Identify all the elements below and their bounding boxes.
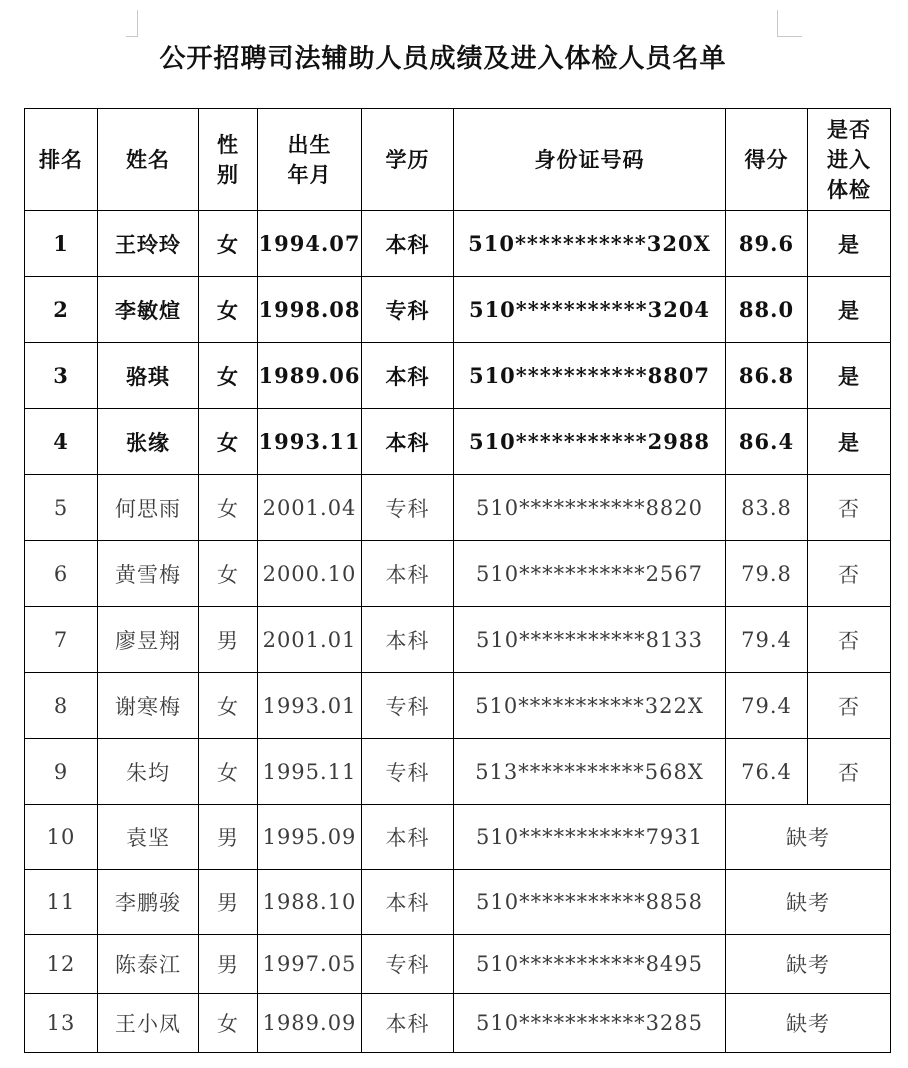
cell-id: 510***********8133 bbox=[454, 607, 726, 673]
cell-birth: 2001.04 bbox=[258, 475, 362, 541]
cell-rank: 8 bbox=[25, 673, 98, 739]
table-row bbox=[25, 409, 891, 475]
cell-education: 本科 bbox=[362, 211, 454, 277]
cell-birth: 2000.10 bbox=[258, 541, 362, 607]
cell-education: 本科 bbox=[362, 541, 454, 607]
cell-education: 专科 bbox=[362, 739, 454, 805]
cell-gender: 女 bbox=[199, 541, 258, 607]
cell-exam: 否 bbox=[808, 739, 891, 805]
cell-education: 本科 bbox=[362, 343, 454, 409]
cell-name: 朱均 bbox=[98, 739, 199, 805]
cell-score: 79.4 bbox=[726, 673, 808, 739]
table-row bbox=[25, 607, 891, 673]
cell-exam: 否 bbox=[808, 475, 891, 541]
table-row bbox=[25, 935, 891, 994]
cell-exam: 是 bbox=[808, 409, 891, 475]
cell-name: 袁坚 bbox=[98, 805, 199, 870]
cell-gender: 男 bbox=[199, 870, 258, 935]
cell-gender: 女 bbox=[199, 994, 258, 1053]
header-exam-line-3: 体检 bbox=[827, 176, 871, 202]
cell-rank: 9 bbox=[25, 739, 98, 805]
table-row bbox=[25, 211, 891, 277]
cell-birth: 1997.05 bbox=[258, 935, 362, 994]
table-row bbox=[25, 343, 891, 409]
cell-education: 本科 bbox=[362, 805, 454, 870]
cell-rank: 10 bbox=[25, 805, 98, 870]
table-row bbox=[25, 541, 891, 607]
header-gender-line-1: 性 bbox=[217, 131, 239, 157]
cell-id: 510***********320X bbox=[454, 211, 726, 277]
cell-exam: 是 bbox=[808, 277, 891, 343]
cell-id: 510***********7931 bbox=[454, 805, 726, 870]
cell-birth: 1993.01 bbox=[258, 673, 362, 739]
cell-education: 专科 bbox=[362, 673, 454, 739]
cell-id: 510***********322X bbox=[454, 673, 726, 739]
cell-name: 张缘 bbox=[98, 409, 199, 475]
cell-rank: 7 bbox=[25, 607, 98, 673]
cell-rank: 6 bbox=[25, 541, 98, 607]
cell-birth: 1989.06 bbox=[258, 343, 362, 409]
cell-gender: 女 bbox=[199, 739, 258, 805]
cell-id: 513***********568X bbox=[454, 739, 726, 805]
page-title: 公开招聘司法辅助人员成绩及进入体检人员名单 bbox=[159, 44, 727, 74]
table-row bbox=[25, 277, 891, 343]
table-row bbox=[25, 870, 891, 935]
cell-rank: 3 bbox=[25, 343, 98, 409]
cell-education: 本科 bbox=[362, 607, 454, 673]
cell-education: 专科 bbox=[362, 935, 454, 994]
cell-education: 专科 bbox=[362, 277, 454, 343]
cell-absent: 缺考 bbox=[726, 805, 891, 870]
cell-name: 骆琪 bbox=[98, 343, 199, 409]
cell-score: 86.8 bbox=[726, 343, 808, 409]
cell-id: 510***********3204 bbox=[454, 277, 726, 343]
cell-absent: 缺考 bbox=[726, 870, 891, 935]
header-exam-line-2: 进入 bbox=[827, 146, 871, 172]
cell-gender: 男 bbox=[199, 935, 258, 994]
cell-gender: 男 bbox=[199, 805, 258, 870]
cell-name: 王小凤 bbox=[98, 994, 199, 1053]
cell-name: 王玲玲 bbox=[98, 211, 199, 277]
cell-gender: 女 bbox=[199, 475, 258, 541]
cell-birth: 1995.09 bbox=[258, 805, 362, 870]
cell-id: 510***********8495 bbox=[454, 935, 726, 994]
cell-absent: 缺考 bbox=[726, 935, 891, 994]
cell-exam: 是 bbox=[808, 343, 891, 409]
header-id: 身份证号码 bbox=[454, 109, 726, 211]
cell-absent: 缺考 bbox=[726, 994, 891, 1053]
header-birth-line-1: 出生 bbox=[287, 131, 332, 157]
cell-name: 陈泰江 bbox=[98, 935, 199, 994]
header-birth bbox=[258, 109, 362, 211]
cell-score: 79.8 bbox=[726, 541, 808, 607]
header-name: 姓名 bbox=[98, 109, 199, 211]
table-row bbox=[25, 673, 891, 739]
cell-gender: 女 bbox=[199, 211, 258, 277]
cell-id: 510***********2988 bbox=[454, 409, 726, 475]
cell-name: 李鹏骏 bbox=[98, 870, 199, 935]
header-birth-line-2: 年月 bbox=[287, 161, 332, 187]
cell-rank: 4 bbox=[25, 409, 98, 475]
cell-gender: 女 bbox=[199, 277, 258, 343]
cell-score: 88.0 bbox=[726, 277, 808, 343]
cell-id: 510***********3285 bbox=[454, 994, 726, 1053]
cell-id: 510***********8807 bbox=[454, 343, 726, 409]
cell-gender: 女 bbox=[199, 343, 258, 409]
cell-score: 86.4 bbox=[726, 409, 808, 475]
cell-gender: 男 bbox=[199, 607, 258, 673]
cell-gender: 女 bbox=[199, 409, 258, 475]
table-row bbox=[25, 739, 891, 805]
cell-id: 510***********2567 bbox=[454, 541, 726, 607]
cell-rank: 13 bbox=[25, 994, 98, 1053]
crop-mark-left bbox=[126, 10, 138, 37]
cell-name: 李敏煊 bbox=[98, 277, 199, 343]
cell-name: 廖昱翔 bbox=[98, 607, 199, 673]
cell-rank: 2 bbox=[25, 277, 98, 343]
cell-name: 黄雪梅 bbox=[98, 541, 199, 607]
cell-score: 79.4 bbox=[726, 607, 808, 673]
cell-birth: 2001.01 bbox=[258, 607, 362, 673]
header-exam bbox=[808, 109, 891, 211]
cell-score: 76.4 bbox=[726, 739, 808, 805]
header-rank: 排名 bbox=[25, 109, 98, 211]
cell-exam: 是 bbox=[808, 211, 891, 277]
cell-rank: 11 bbox=[25, 870, 98, 935]
cell-name: 谢寒梅 bbox=[98, 673, 199, 739]
table-row bbox=[25, 994, 891, 1053]
cell-birth: 1989.09 bbox=[258, 994, 362, 1053]
cell-id: 510***********8820 bbox=[454, 475, 726, 541]
cell-id: 510***********8858 bbox=[454, 870, 726, 935]
cell-exam: 否 bbox=[808, 607, 891, 673]
header-score: 得分 bbox=[726, 109, 808, 211]
cell-gender: 女 bbox=[199, 673, 258, 739]
cell-exam: 否 bbox=[808, 541, 891, 607]
cell-education: 本科 bbox=[362, 409, 454, 475]
cell-rank: 12 bbox=[25, 935, 98, 994]
crop-mark-right bbox=[777, 10, 802, 37]
cell-exam: 否 bbox=[808, 673, 891, 739]
cell-name: 何思雨 bbox=[98, 475, 199, 541]
cell-birth: 1998.08 bbox=[258, 277, 362, 343]
cell-education: 本科 bbox=[362, 994, 454, 1053]
cell-score: 83.8 bbox=[726, 475, 808, 541]
cell-score: 89.6 bbox=[726, 211, 808, 277]
cell-birth: 1988.10 bbox=[258, 870, 362, 935]
header-gender-line-2: 别 bbox=[217, 161, 239, 187]
header-education: 学历 bbox=[362, 109, 454, 211]
table-row bbox=[25, 805, 891, 870]
header-gender bbox=[199, 109, 258, 211]
cell-rank: 1 bbox=[25, 211, 98, 277]
cell-birth: 1994.07 bbox=[258, 211, 362, 277]
table-header-row bbox=[25, 109, 891, 211]
cell-rank: 5 bbox=[25, 475, 98, 541]
results-table bbox=[24, 108, 891, 1053]
header-exam-line-1: 是否 bbox=[827, 116, 871, 142]
cell-birth: 1993.11 bbox=[258, 409, 362, 475]
cell-birth: 1995.11 bbox=[258, 739, 362, 805]
cell-education: 专科 bbox=[362, 475, 454, 541]
table-row bbox=[25, 475, 891, 541]
cell-education: 本科 bbox=[362, 870, 454, 935]
